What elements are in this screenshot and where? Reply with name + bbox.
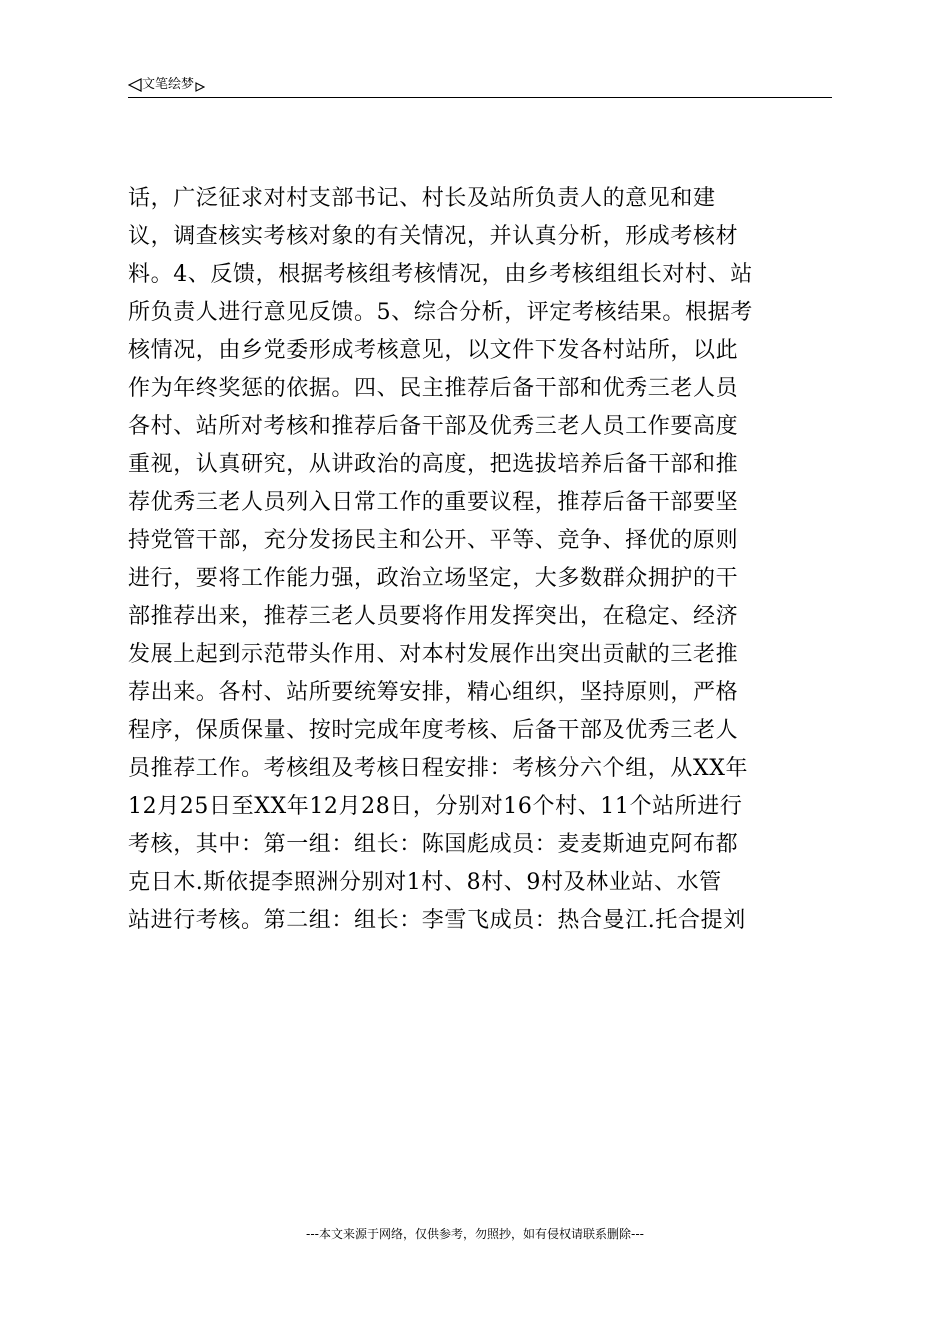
body-line: 发展上起到示范带头作用、对本村发展作出突出贡献的三老推 <box>128 642 739 667</box>
body-line: 克日木.斯依提李照洲分别对1村、8村、9村及林业站、水管 <box>128 870 722 895</box>
body-line: 站进行考核。第二组：组长：李雪飞成员：热合曼江.托合提刘 <box>128 908 746 933</box>
brand-text: 文笔绘梦 <box>142 77 195 92</box>
footer-notice: ---本文来源于网络，仅供参考，勿照抄，如有侵权请联系删除--- <box>306 1227 644 1241</box>
body-line: 重视，认真研究，从讲政治的高度，把选拔培养后备干部和推 <box>128 452 739 477</box>
body-line: 持党管干部，充分发扬民主和公开、平等、竞争、择优的原则 <box>128 528 739 553</box>
body-line: 各村、站所对考核和推荐后备干部及优秀三老人员工作要高度 <box>128 414 739 439</box>
body-line: 料。4、反馈，根据考核组考核情况，由乡考核组组长对村、站 <box>128 262 753 287</box>
document-body <box>128 180 832 940</box>
body-line: 进行，要将工作能力强，政治立场坚定，大多数群众拥护的干 <box>128 566 739 591</box>
body-line: 话，广泛征求对村支部书记、村长及站所负责人的意见和建 <box>128 186 716 211</box>
body-line: 部推荐出来，推荐三老人员要将作用发挥突出，在稳定、经济 <box>128 604 739 629</box>
body-line: 所负责人进行意见反馈。5、综合分析，评定考核结果。根据考 <box>128 300 753 325</box>
body-line: 荐优秀三老人员列入日常工作的重要议程，推荐后备干部要坚 <box>128 490 739 515</box>
page-header <box>128 76 832 98</box>
body-line: 考核，其中：第一组：组长：陈国彪成员：麦麦斯迪克阿布都 <box>128 832 739 857</box>
body-line: 12月25日至XX年12月28日，分别对16个村、11个站所进行 <box>128 794 743 819</box>
right-triangle-outline-icon <box>195 80 205 90</box>
header-brand <box>128 76 205 94</box>
body-line: 议，调查核实考核对象的有关情况，并认真分析，形成考核材 <box>128 224 739 249</box>
left-triangle-outline-icon <box>128 78 142 92</box>
body-line: 员推荐工作。考核组及考核日程安排：考核分六个组，从XX年 <box>128 756 749 781</box>
body-line: 作为年终奖惩的依据。四、民主推荐后备干部和优秀三老人员 <box>128 376 739 401</box>
body-line: 程序，保质保量、按时完成年度考核、后备干部及优秀三老人 <box>128 718 739 743</box>
header-divider <box>128 97 832 98</box>
body-line: 核情况，由乡党委形成考核意见，以文件下发各村站所，以此 <box>128 338 739 363</box>
body-line: 荐出来。各村、站所要统筹安排，精心组织，坚持原则，严格 <box>128 680 739 705</box>
